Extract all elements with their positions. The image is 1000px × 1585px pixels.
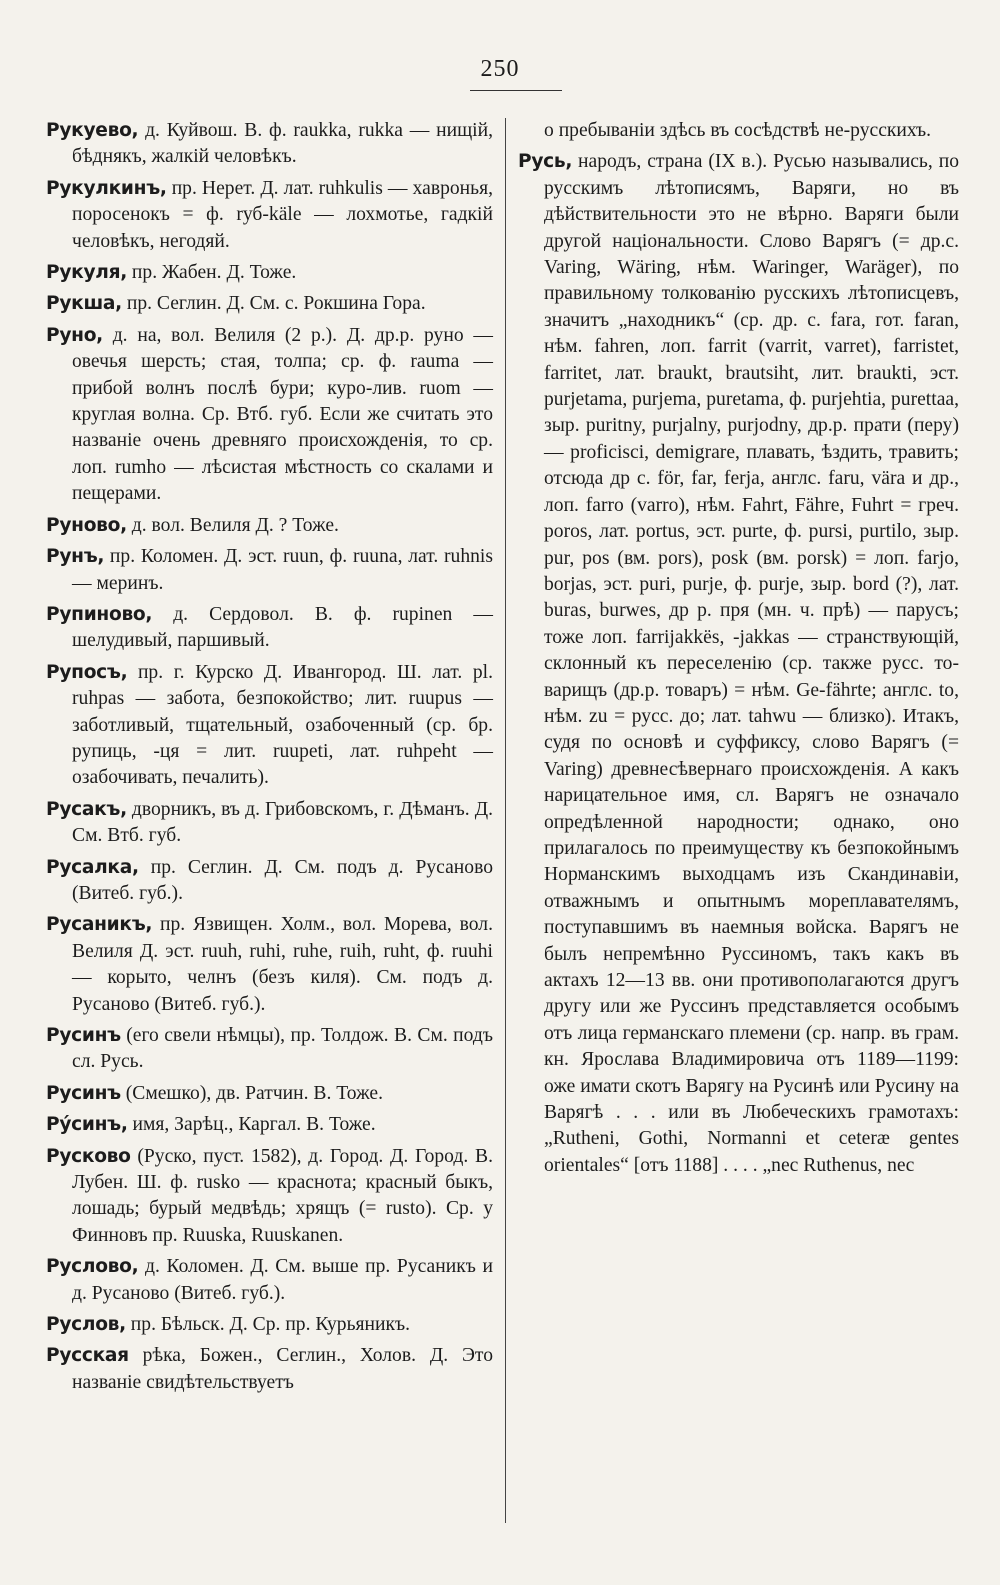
dictionary-entry — [46, 1112, 493, 1138]
dictionary-entry — [46, 602, 493, 655]
entry-headword: Рукша, — [46, 293, 122, 315]
entry-text: (его свели нѣмцы), пр. Толдож. В. См. подъ сл. Русь. — [72, 1025, 493, 1073]
dictionary-entry — [518, 149, 959, 1179]
page-number: 250 — [480, 56, 520, 82]
dictionary-entry — [46, 855, 493, 908]
dictionary-entry — [46, 291, 493, 317]
entry-headword: Русская — [46, 1345, 129, 1367]
dictionary-entry — [46, 1343, 493, 1396]
right-column — [518, 118, 959, 1184]
entry-text: пр. Бѣльск. Д. Ср. пр. Курьяникъ. — [125, 1314, 411, 1336]
entry-headword: Руно, — [46, 324, 103, 346]
entry-headword: Русково — [46, 1145, 131, 1167]
entry-text: д. на, вол. Велиля (2 р.). Д. др.р. руно — овечья шерсть; стая, толпа; ср. ф. rauma — прибой волнъ послѣ бури; куро-лив. ruom — круглая волна. Ср. Втб. губ. Если же считать это названіе очень древняго происхожденія, то ср. лоп. rumho — лѣсистая мѣстность со скалами и пещерами. — [72, 324, 493, 505]
entry-text: рѣка, Божен., Сеглин., Холов. Д. Это названіе свидѣтельствуетъ — [72, 1345, 493, 1393]
dictionary-entry — [46, 912, 493, 1018]
entry-headword: Русалка, — [46, 856, 139, 878]
entry-headword: Рукулкинъ, — [46, 177, 167, 199]
dictionary-entry — [46, 323, 493, 508]
entry-text: д. Сердовол. В. ф. rupinen — шелудивый, паршивый. — [72, 603, 493, 652]
dictionary-entry — [46, 1144, 493, 1250]
entry-headword: Руслово, — [46, 1256, 139, 1278]
entry-headword: Рупосъ, — [46, 661, 128, 683]
dictionary-entry — [46, 1023, 493, 1076]
entry-text: пр. Сеглин. Д. См. с. Рокшина Гора. — [121, 293, 426, 315]
entry-headword: Рукуля, — [46, 262, 128, 284]
entry-headword: Руново, — [46, 514, 127, 536]
left-column — [46, 118, 493, 1401]
column-divider — [505, 118, 506, 1523]
entry-text: о пребываніи здѣсь въ сосѣдствѣ не-русскихъ. — [544, 120, 931, 141]
dictionary-entry — [46, 260, 493, 286]
dictionary-entry — [46, 660, 493, 792]
dictionary-entry — [46, 544, 493, 597]
entry-text: народъ, страна (IX в.). Русью назывались, по русскимъ лѣтописямъ, Варяги, но въ дѣйствительности это не вѣрно. Варяги были другой національности. Слово Варягъ (= др.с. Varing, Wäring, нѣм. Waringer, Waräger), по правильному толкованію русскихъ лѣтописцевъ, значитъ „находникъ“ (ср. др. с. fara, гот. faran, нѣм. fahren, лоп. farrit (varrit, varret), farristet, farritet, лат. braukt, brautsiht, лит. braukti, эст. purjetama, purjema, puretama, ф. purjehtia, purettaa, зыр. puritny, purjalny, purjodny, др.р. прати (перу) — proficisci, demigrare, плавать, ѣздить, травить; отсюда др с. för, far, ferja, англс. faru, vära и др., лоп. farro (varro), нѣм. Fahrt, Fähre, Fuhrt = греч. poros, лат. portus, эст. purte, ф. pursi, purtilo, зыр. pur, pos (вм. pors), posk (вм. porsk) = лоп. farjo, borjas, эст. puri, purje, ф. purje, зыр. bord (?), лат. buras, burwes, др р. пря (мн. ч. прѣ) — парусъ; тоже лоп. farrijakkës, -jakkas — странствующій, склонный къ переселенію (ср. также русс. то-варищъ (др.р. товаръ) = нѣм. Ge-fährte; англс. to, нѣм. zu = русс. до; лат. tahwu — близко). Итакъ, судя по основѣ и суффиксу, слово Варягъ (= Varing) древнесѣвернаго происхожденія. А какъ нарицательное имя, сл. Варягъ не означало опредѣленной народности; однако, оно прилагалось по преимуществу къ безпокойнымъ Норманскимъ выходцамъ изъ Скандинавіи, отважнымъ и опытнымъ мореплавателямъ, поступавшимъ въ наемныя войска. Варягъ не былъ непремѣнно Руссиномъ, такъ какъ въ актахъ 12—13 вв. они противополагаются другъ другу или же Руссинъ представляется особымъ отъ лица германскаго племени (ср. напр. въ грам. кн. Ярослава Владимировича отъ 1189—1199: оже имати скотъ Варягу на Русинѣ или Русину на Варягѣ . . . или въ Любеческихъ грамотахъ: „Rutheni, Gothi, Normanni et ceteræ gentes orientales“ [отъ 1188] . . . . „nec Ruthenus, nec — [544, 151, 959, 1176]
entry-text: д. Куйвош. В. ф. raukka, rukka — нищій, бѣднякъ, жалкій человѣкъ. — [72, 120, 493, 168]
entry-text: пр. Язвищен. Холм., вол. Морева, вол. Велиля Д. эст. ruuh, ruhi, ruhe, ruih, ruht, ф. ruuhi — корыто, челнъ (безъ киля). См. подъ д. Русаново (Витеб. губ.). — [72, 914, 493, 1015]
dictionary-entry — [46, 118, 493, 171]
entry-text: д. Коломен. Д. См. выше пр. Русаникъ и д. Русаново (Витеб. губ.). — [72, 1256, 493, 1304]
entry-text: пр. Нерет. Д. лат. ruhkulis — хавронья, поросенокъ = ф. rуб-käle — лохмотье, гадкій человѣкъ, негодяй. — [72, 177, 493, 252]
dictionary-entry — [518, 118, 959, 144]
dictionary-entry — [46, 1081, 493, 1107]
entry-headword: Ру́синъ, — [46, 1114, 128, 1136]
entry-text: имя, Зарѣц., Каргал. В. Тоже. — [127, 1114, 376, 1136]
entry-text: (Смешко), дв. Ратчин. В. Тоже. — [120, 1082, 383, 1104]
dictionary-entry — [46, 1312, 493, 1338]
entry-headword: Рупиново, — [46, 603, 153, 625]
entry-text: (Руско, пуст. 1582), д. Город. Д. Город. В. Лубен. Ш. ф. rusko — краснота; красный быкъ, лошадь; бурый медвѣдь; хрящъ (= rusto). Ср. у Финновъ пр. Ruuska, Ruuskanen. — [72, 1145, 493, 1246]
entry-headword: Рукуево, — [46, 120, 139, 141]
entry-headword: Русинъ — [46, 1082, 121, 1104]
entry-text: пр. Сеглин. Д. См. подъ д. Русаново (Витеб. губ.). — [72, 856, 493, 904]
entry-headword: Руслов, — [46, 1314, 126, 1336]
page-number-rule — [470, 90, 562, 91]
dictionary-entry — [46, 1254, 493, 1307]
entry-headword: Русакъ, — [46, 798, 127, 820]
entry-headword: Рунъ, — [46, 546, 105, 568]
entry-headword: Русь, — [518, 151, 573, 173]
entry-text: пр. г. Курско Д. Ивангород. Ш. лат. pl. ruhpas — забота, безпокойство; лит. ruupus — заботливый, тщательный, озабоченный (ср. бр. рупиць, -ця = лит. ruupeti, лат. ruhpeht — озабочивать, печалить). — [72, 661, 493, 789]
entry-text: дворникъ, въ д. Грибовскомъ, г. Дѣманъ. Д. См. Втб. губ. — [72, 798, 493, 847]
entry-text: пр. Жабен. Д. Тоже. — [127, 262, 297, 284]
dictionary-entry — [46, 176, 493, 255]
entry-headword: Русаникъ, — [46, 914, 153, 936]
entry-text: пр. Коломен. Д. эст. ruun, ф. ruuna, лат. ruhnis — меринъ. — [72, 546, 493, 594]
entry-headword: Русинъ — [46, 1025, 121, 1046]
dictionary-entry — [46, 797, 493, 850]
dictionary-entry — [46, 513, 493, 539]
entry-text: д. вол. Велиля Д. ? Тоже. — [126, 514, 339, 536]
